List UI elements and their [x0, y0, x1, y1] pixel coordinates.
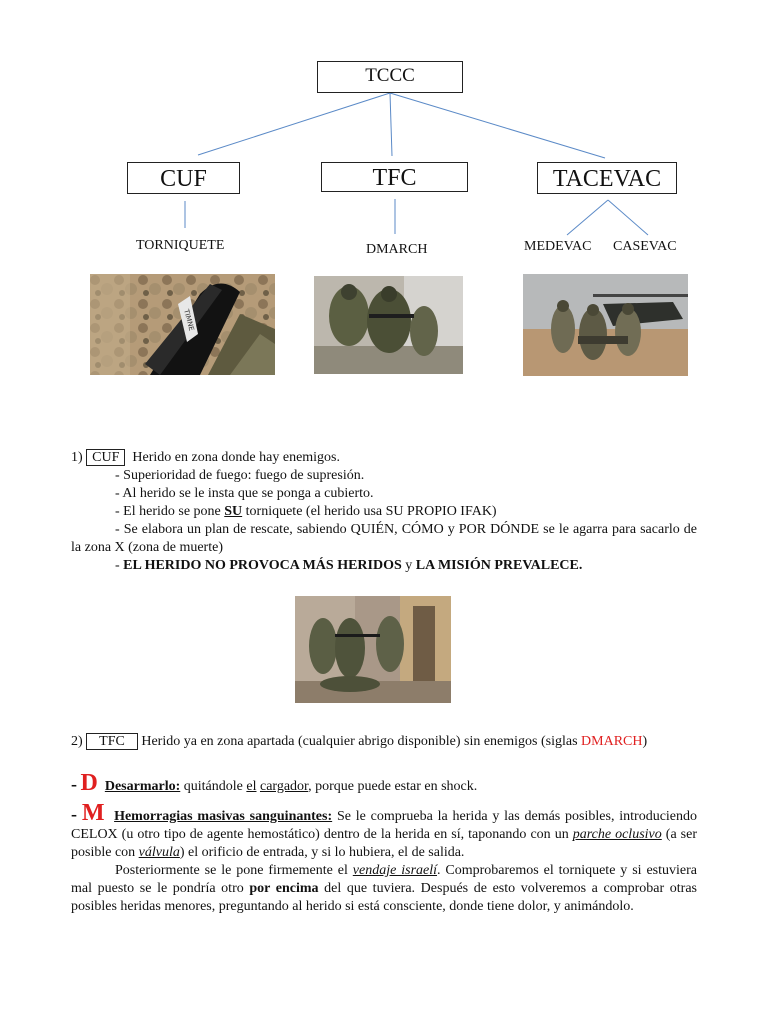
bullet-item: - Superioridad de fuego: fuego de supresión. — [115, 468, 365, 483]
bullet-emphasis: EL HERIDO NO PROVOCA MÁS HERIDOS — [123, 558, 402, 573]
tacevac-photo — [523, 274, 688, 376]
item-text: vendaje israelí — [352, 863, 438, 878]
item-text: quitándole — [180, 779, 247, 794]
section-heading-text: Herido ya en zona apartada (cualquier abrigo disponible) sin enemigos (siglas — [141, 734, 582, 749]
item-text: el — [246, 779, 257, 794]
node-cuf — [127, 162, 240, 194]
item-text: Posteriormente se le pone firmemente el — [115, 863, 353, 878]
bullet-item: - Al herido se le insta que se ponga a cubierto. — [115, 486, 374, 501]
item-title: Desarmarlo: — [104, 779, 181, 794]
item-m-paragraph — [71, 800, 698, 862]
item-text: ) el orificio de entrada, y si lo hubiera, el de salida. — [179, 845, 465, 860]
root-node-tccc — [317, 61, 463, 93]
tourniquet-label: TIMNE — [182, 308, 196, 332]
section-heading-close: ) — [642, 734, 648, 749]
item-d — [71, 770, 697, 796]
item-m — [71, 800, 698, 916]
item-letter-d: D — [80, 770, 98, 796]
section-tag-tfc: TFC — [86, 733, 138, 750]
item-dash: - — [71, 774, 77, 794]
label-torniquete: TORNIQUETE — [136, 238, 225, 253]
bullet-text: torniquete (el herido usa SU PROPIO IFAK) — [242, 504, 497, 519]
bullet-item — [71, 557, 697, 575]
bullet-text: - — [115, 558, 124, 573]
section-heading-text: Herido en zona donde hay enemigos. — [132, 450, 341, 465]
item-text: parche oclusivo — [572, 827, 662, 842]
bullet-item: - Se elabora un plan de rescate, sabiendo QUIÉN, CÓMO y POR DÓNDE se le agarra para sacarlo de la zona X (zona de muerte) — [71, 522, 697, 555]
bullet-emphasis: SU — [224, 504, 243, 519]
node-tacevac — [537, 162, 677, 194]
node-tfc-label: TFC — [372, 165, 417, 191]
bullet-item — [71, 503, 697, 521]
item-letter-m: M — [81, 800, 105, 826]
section-tfc — [71, 733, 697, 751]
item-text: . Comprobaremos el torniquete y si estuviera mal puesto se le pondría otro — [71, 863, 697, 896]
section-cuf — [71, 449, 697, 575]
item-text: , porque puede estar en shock. — [308, 779, 478, 794]
item-dash: - — [71, 804, 77, 824]
section-cuf-heading — [71, 449, 697, 467]
tourniquet-photo — [90, 274, 275, 375]
soldiers-tfc-photo — [314, 276, 463, 374]
item-text: del que tuviera. Después de esto volveremos a comprobar otras posibles heridas menores, preguntando al herido si está consciente, donde tiene dolor, y animándolo. — [71, 881, 697, 914]
item-text: válvula — [138, 845, 180, 860]
acronym-dmarch: DMARCH — [581, 734, 643, 749]
item-title: Hemorragias masivas sanguinantes: — [114, 809, 333, 824]
item-text: (a ser posible con — [71, 827, 698, 860]
diagram-connectors — [0, 0, 768, 260]
section-number: 2) — [71, 734, 83, 749]
section-number: 1) — [71, 450, 83, 465]
node-cuf-label: CUF — [160, 166, 207, 192]
item-text: por encima — [249, 881, 319, 896]
soldiers-cuf-photo — [295, 596, 451, 703]
section-tag-cuf: CUF — [86, 449, 125, 466]
item-text: cargador — [259, 779, 309, 794]
label-medevac: MEDEVAC — [524, 239, 592, 254]
label-dmarch: DMARCH — [366, 242, 428, 257]
bullet-text: - El herido se pone — [115, 504, 225, 519]
node-tfc — [321, 162, 468, 192]
item-text: Se le comprueba la herida y las demás posibles, introduciendo CELOX (u otro tipo de agente hemostático) dentro de la herida en sí, taponando con un — [71, 809, 698, 842]
label-casevac: CASEVAC — [613, 239, 677, 254]
bullet-emphasis: LA MISIÓN PREVALECE. — [415, 558, 583, 573]
item-m-followup — [71, 862, 697, 916]
node-tacevac-label: TACEVAC — [552, 166, 662, 192]
bullet-text: y — [401, 558, 416, 573]
root-label: TCCC — [365, 65, 415, 86]
